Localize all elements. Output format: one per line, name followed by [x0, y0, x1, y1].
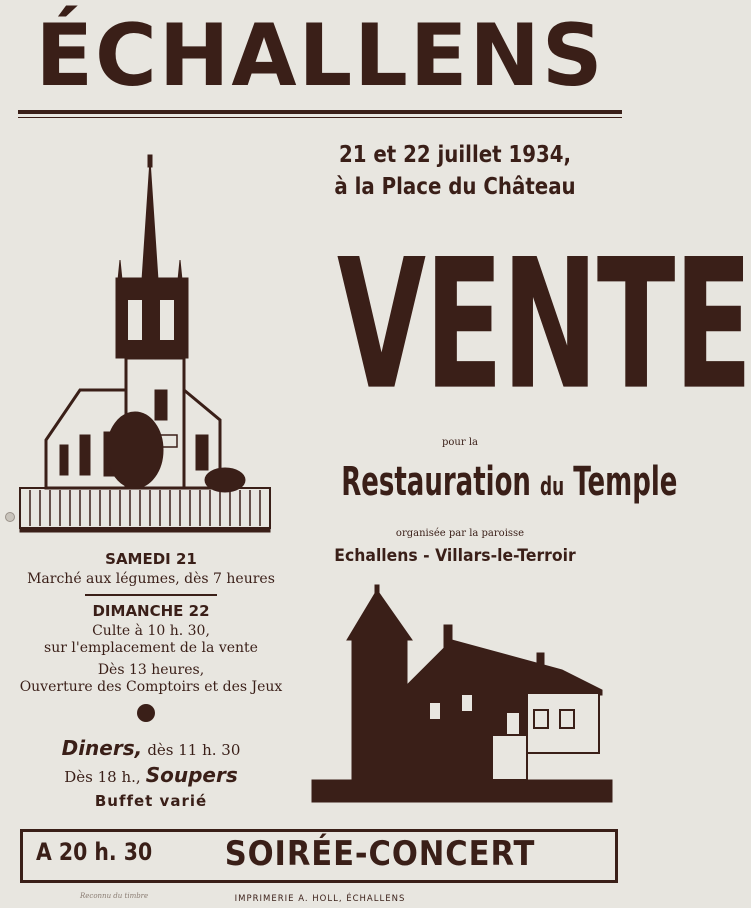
church-illustration [20, 150, 280, 540]
event-place: à la Place du Château [334, 174, 576, 200]
event-date: 21 et 22 juillet 1934, [338, 142, 572, 168]
diners-line [10, 736, 292, 760]
restauration-du-temple [341, 452, 678, 517]
parishes: Echallens - Villars-le-Terroir [334, 546, 576, 566]
stamp-note: Reconnu du timbre [80, 892, 149, 900]
concert-time: A 20 h. 30 [36, 838, 153, 866]
samedi-heading: SAMEDI 21 [105, 550, 197, 568]
dimanche-ouverture: Ouverture des Comptoirs et des Jeux [19, 679, 283, 695]
poster-title: ÉCHALLENS [35, 6, 605, 106]
dimanche-culte-place: sur l'emplacement de la vente [44, 640, 258, 656]
headline: VENTE [336, 219, 751, 430]
day-separator [85, 594, 217, 596]
title-rule [18, 110, 622, 114]
restauration-word: Restauration [341, 459, 531, 505]
buffet: Buffet varié [94, 792, 208, 810]
soupers-label: Soupers [145, 763, 238, 787]
samedi-text: Marché aux légumes, dès 7 heures [27, 571, 275, 587]
temple-word: Temple [573, 459, 678, 505]
du-word: du [540, 472, 565, 502]
pour-la: pour la [442, 437, 478, 448]
soupers-time: Dès 18 h., [64, 768, 141, 786]
diners-time: dès 11 h. 30 [147, 741, 241, 759]
castle-illustration [312, 585, 612, 805]
dimanche-heading: DIMANCHE 22 [92, 602, 210, 620]
organisee-par: organisée par la paroisse [395, 528, 525, 539]
printer-credit: IMPRIMERIE A. HOLL, ÉCHALLENS [234, 894, 406, 904]
dimanche-culte: Culte à 10 h. 30, [92, 623, 210, 639]
dimanche-des13: Dès 13 heures, [97, 662, 205, 678]
soupers-line [10, 763, 292, 787]
title-rule-thin [18, 117, 622, 118]
concert-title: SOIRÉE-CONCERT [224, 834, 536, 874]
bullet-dot [137, 704, 155, 722]
diners-label: Diners, [61, 736, 143, 760]
pin-hole [5, 512, 15, 522]
